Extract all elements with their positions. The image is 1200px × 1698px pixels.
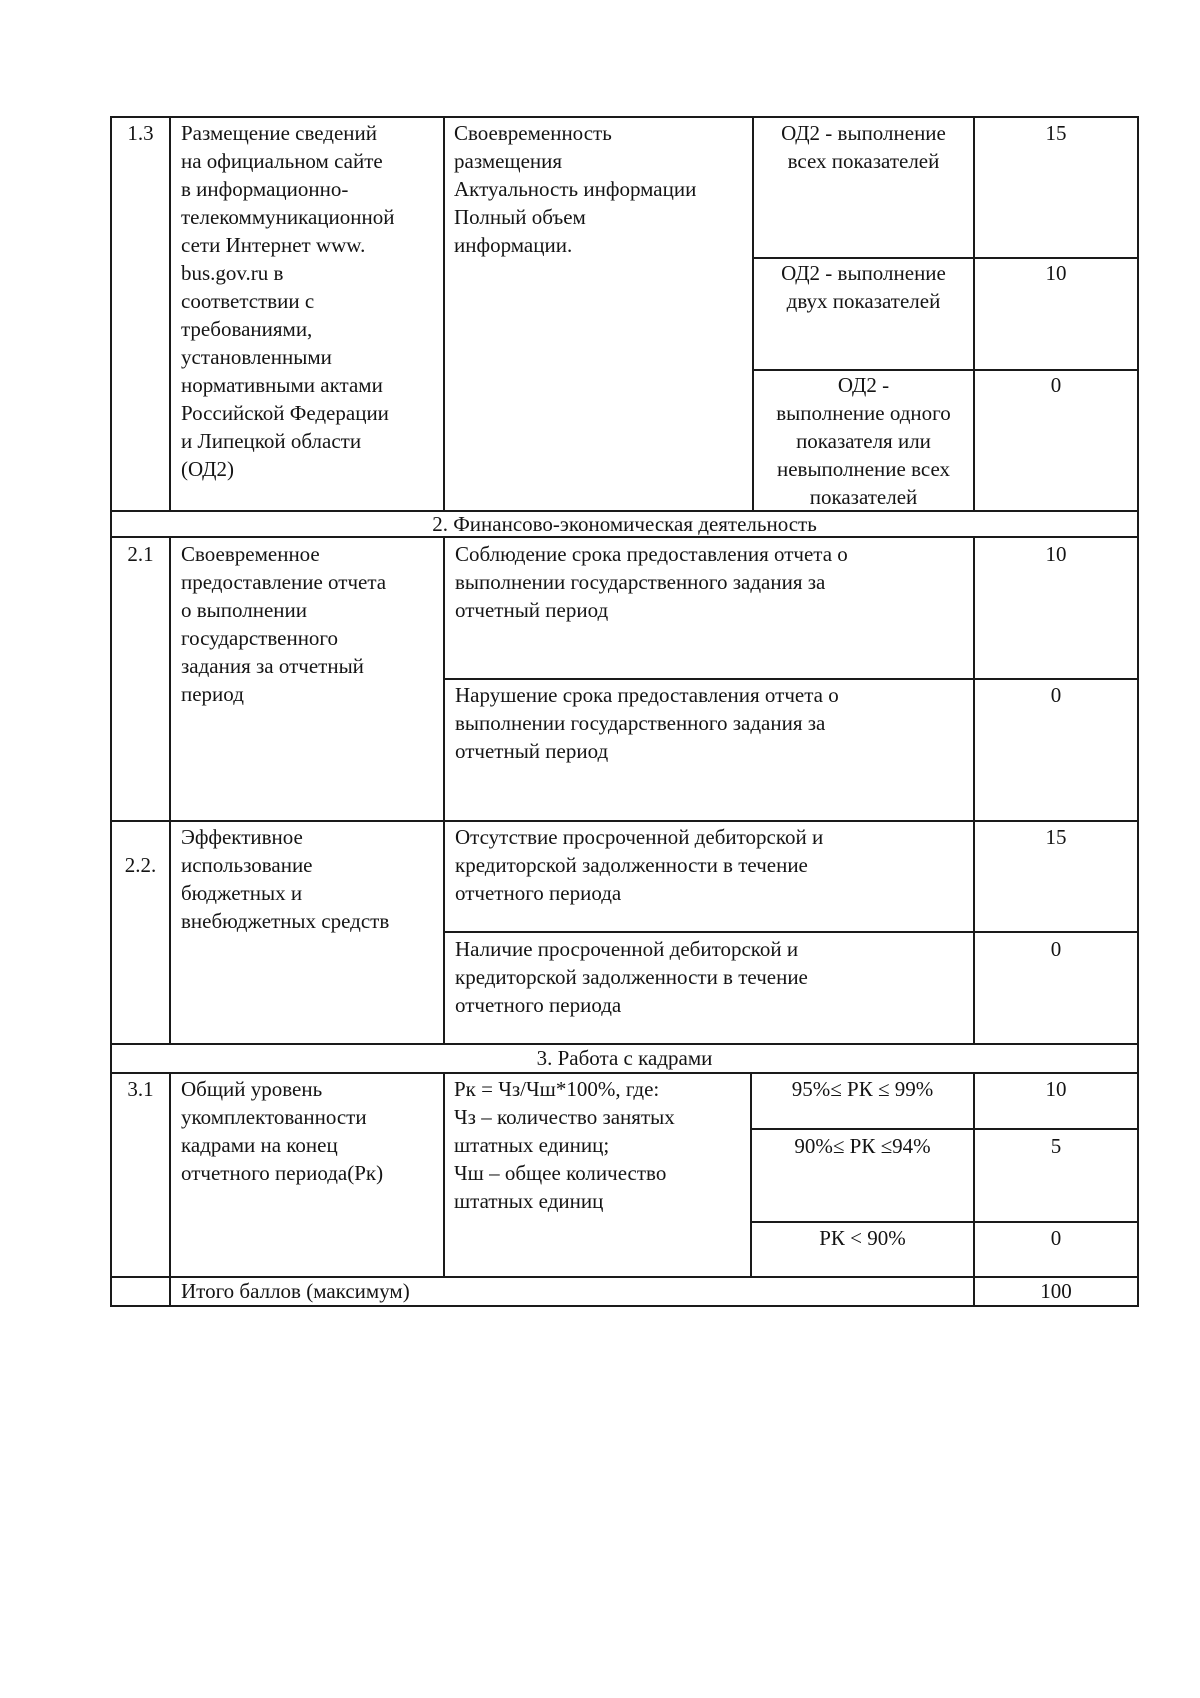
rule-score-col-2 bbox=[973, 536, 975, 1045]
evaluation-criteria: Отсутствие просроченной дебиторской и кредиторской задолженности в течение отчетного периода bbox=[455, 825, 824, 905]
rule-left bbox=[110, 116, 112, 1307]
condition: 90%≤ РК ≤94% bbox=[794, 1134, 931, 1158]
indicator-name: Общий уровень укомплектованности кадрами на конец отчетного периода(Рк) bbox=[181, 1077, 384, 1185]
rule-2-1-mid bbox=[443, 678, 1139, 680]
rule-3-1-b bbox=[750, 1221, 1139, 1223]
rule-2-2-mid bbox=[443, 931, 1139, 933]
score: 0 bbox=[1050, 1226, 1062, 1250]
condition: 95%≤ РК ≤ 99% bbox=[791, 1077, 934, 1101]
score: 0 bbox=[1050, 937, 1062, 961]
rule-name-col-3 bbox=[443, 1072, 445, 1278]
rule-2-2-top bbox=[110, 820, 1139, 822]
indicator-name: Размещение сведений на официальном сайте в информационно- телекоммуникационной сети Интернет www. bus.gov.ru в соответствии с требованиями, установленными нормативными актами Российской Федерации и Липецкой области (ОД2) bbox=[181, 121, 395, 481]
rule-right bbox=[1137, 116, 1139, 1307]
evaluation-criteria: Своевременность размещения Актуальность информации Полный объем информации. bbox=[454, 121, 697, 257]
rule-3-1-a bbox=[750, 1128, 1139, 1130]
rule-score-col-3 bbox=[973, 1072, 975, 1307]
row-number: 3.1 bbox=[127, 1077, 154, 1101]
rule-num-col-3 bbox=[169, 1072, 171, 1307]
row-number: 1.3 bbox=[127, 121, 154, 145]
rule-num-col-2 bbox=[169, 536, 171, 1045]
evaluation-criteria: Соблюдение срока предоставления отчета о выполнении государственного задания за отчетный период bbox=[455, 542, 848, 622]
score: 15 bbox=[1045, 121, 1067, 145]
condition: ОД2 - выполнение двух показателей bbox=[781, 261, 946, 313]
rule-section-3-bottom bbox=[110, 1072, 1139, 1074]
row-number: 2.1 bbox=[127, 542, 154, 566]
condition: ОД2 - выполнение всех показателей bbox=[781, 121, 946, 173]
score: 0 bbox=[1050, 683, 1062, 707]
rule-name-col-2 bbox=[443, 536, 445, 1045]
condition: ОД2 - выполнение одного показателя или невыполнение всех показателей bbox=[776, 373, 951, 509]
rule-bottom bbox=[110, 1305, 1139, 1307]
rule-num-col-1 bbox=[169, 116, 171, 512]
score: 10 bbox=[1045, 1077, 1067, 1101]
condition: РК < 90% bbox=[819, 1226, 906, 1250]
section-heading: 3. Работа с кадрами bbox=[536, 1046, 713, 1070]
score: 10 bbox=[1045, 542, 1067, 566]
rule-name-col-1 bbox=[443, 116, 445, 512]
total-label: Итого баллов (максимум) bbox=[181, 1279, 410, 1303]
rule-top bbox=[110, 116, 1139, 118]
evaluation-criteria: Наличие просроченной дебиторской и кредиторской задолженности в течение отчетного периода bbox=[455, 937, 808, 1017]
row-number: 2.2. bbox=[124, 853, 157, 877]
total-score: 100 bbox=[1040, 1279, 1072, 1303]
rule-score-col-1 bbox=[973, 116, 975, 512]
score: 5 bbox=[1050, 1134, 1062, 1158]
formula: Рк = Чз/Чш*100%, где: Чз – количество занятых штатных единиц; Чш – общее количество штатных единиц bbox=[454, 1077, 675, 1213]
indicator-name: Своевременное предоставление отчета о выполнении государственного задания за отчетный период bbox=[181, 542, 387, 706]
score: 10 bbox=[1045, 261, 1067, 285]
score: 0 bbox=[1050, 373, 1062, 397]
score: 15 bbox=[1045, 825, 1067, 849]
section-heading: 2. Финансово-экономическая деятельность bbox=[432, 512, 817, 536]
evaluation-criteria: Нарушение срока предоставления отчета о выполнении государственного задания за отчетный период bbox=[455, 683, 839, 763]
indicator-name: Эффективное использование бюджетных и внебюджетных средств bbox=[181, 825, 390, 933]
